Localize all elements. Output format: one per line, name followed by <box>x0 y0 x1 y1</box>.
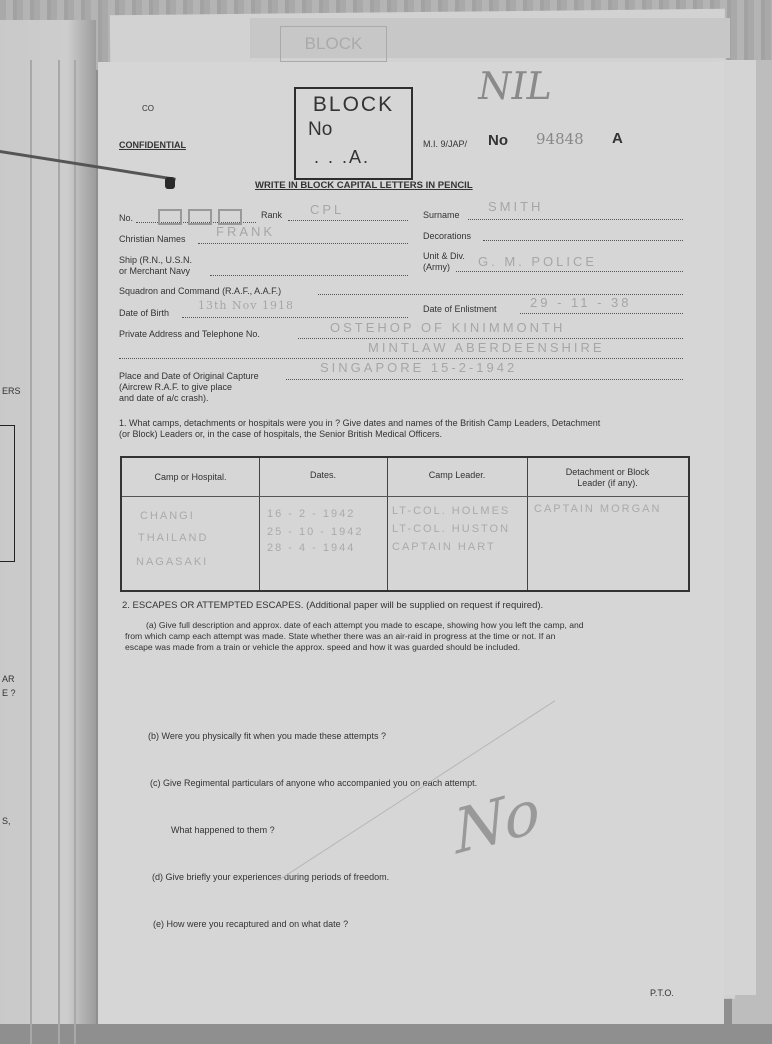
left-page-fragment: ERS <box>2 386 21 396</box>
capture-label: Place and Date of Original Capture <box>119 371 259 381</box>
capture-label-2: (Aircrew R.A.F. to give place <box>119 382 233 392</box>
no-label: No. <box>119 213 134 223</box>
table-header-detachment-2: Leader (if any). <box>577 478 638 488</box>
table-cell-date: 28 - 4 - 1944 <box>267 542 356 554</box>
unit-label: Unit & Div. <box>423 251 465 261</box>
string-knot <box>165 177 175 189</box>
camps-table <box>120 456 690 592</box>
surname-label: Surname <box>423 210 460 220</box>
table-cell-leader: LT-COL. HUSTON <box>392 523 511 535</box>
handwritten-number <box>188 209 212 225</box>
left-page-fragment: S, <box>2 816 11 826</box>
ship-label-2: or Merchant Navy <box>119 266 191 276</box>
handwritten-no: No <box>451 773 544 871</box>
handwritten-number <box>218 209 242 225</box>
instruction-heading: WRITE IN BLOCK CAPITAL LETTERS IN PENCIL <box>255 180 473 191</box>
rank-value: CPL <box>310 202 345 217</box>
question-1-text: 1. What camps, detachments or hospitals were you in ? Give dates and names of the British Camp Leaders, Detachment <box>119 418 601 428</box>
capture-value: SINGAPORE 15-2-1942 <box>320 360 518 375</box>
form-suffix: A <box>612 130 623 147</box>
left-page-fragment: E ? <box>2 688 16 698</box>
question-2c-followup: What happened to them ? <box>171 825 275 835</box>
address-value-2: MINTLAW ABERDEENSHIRE <box>368 340 605 355</box>
table-header-leader: Camp Leader. <box>428 470 486 480</box>
question-2a-text-2: from which camp each attempt was made. State whether there was an air-raid in progress at the time or not. If an <box>125 631 556 641</box>
unit-line <box>456 271 683 272</box>
block-no-label: No <box>308 119 333 140</box>
unit-value: G. M. POLICE <box>478 254 598 269</box>
address-line-1 <box>298 338 683 339</box>
address-value-1: OSTEHOP OF KINIMMONTH <box>330 320 566 335</box>
address-line-2 <box>119 358 683 359</box>
decorations-label: Decorations <box>423 231 472 241</box>
decorations-line <box>483 240 683 241</box>
block-value: . . .A. <box>314 147 371 167</box>
block-title: BLOCK <box>312 93 395 116</box>
christian-names-label: Christian Names <box>119 234 186 244</box>
dob-line <box>182 317 408 318</box>
question-2d-text: (d) Give briefly your experiences during periods of freedom. <box>152 872 390 882</box>
table-cell-camp: THAILAND <box>138 532 209 544</box>
table-cell-camp: CHANGI <box>140 510 195 522</box>
dob-label: Date of Birth <box>119 308 170 318</box>
rank-label: Rank <box>261 210 283 220</box>
table-cell-leader: LT-COL. HOLMES <box>392 505 511 517</box>
table-cell-date: 25 - 10 - 1942 <box>267 526 364 538</box>
enlistment-label: Date of Enlistment <box>423 304 497 314</box>
ship-line <box>210 275 408 276</box>
table-cell-leader: CAPTAIN HART <box>392 541 496 553</box>
squadron-label: Squadron and Command (R.A.F., A.A.F.) <box>119 286 282 296</box>
table-cell-date: 16 - 2 - 1942 <box>267 508 356 520</box>
block-stamp <box>294 87 413 180</box>
enlistment-value: 29 - 11 - 38 <box>530 295 632 310</box>
back-block-stamp: BLOCK <box>280 26 387 62</box>
question-2b-text: (b) Were you physically fit when you made these attempts ? <box>148 731 386 741</box>
pto-label: P.T.O. <box>650 988 674 998</box>
address-label: Private Address and Telephone No. <box>119 329 260 339</box>
mi-reference: M.I. 9/JAP/ <box>423 139 468 149</box>
question-2a-text: (a) Give full description and approx. date of each attempt you made to escape, showing how you left the camp, and <box>146 620 584 630</box>
page-edge <box>74 60 76 1044</box>
question-2c-text: (c) Give Regimental particulars of anyone who accompanied you on each attempt. <box>150 778 478 788</box>
question-2a-text-3: escape was made from a train or vehicle the approx. speed and how it was guarded should be included. <box>125 642 521 652</box>
number-label: No <box>488 132 508 149</box>
table-header-detachment: Detachment or Block <box>565 467 650 477</box>
form-number: 94848 <box>536 130 584 148</box>
page-edge <box>58 60 60 1044</box>
table-cell-detachment: CAPTAIN MORGAN <box>534 503 662 515</box>
co-mark: CO <box>142 104 154 113</box>
confidential-label: CONFIDENTIAL <box>119 140 186 150</box>
question-1-text-2: (or Block) Leaders or, in the case of hospitals, the Senior British Medical Officers. <box>119 429 442 439</box>
christian-names-line <box>198 243 408 244</box>
dob-value: 13th Nov 1918 <box>198 299 294 312</box>
ship-label: Ship (R.N., U.S.N. <box>119 255 193 265</box>
surname-value: SMITH <box>488 199 544 214</box>
table-header-divider <box>122 496 688 497</box>
handwritten-nil: NIL <box>474 64 556 108</box>
rank-field-line <box>288 220 408 221</box>
page-edge <box>30 60 32 1044</box>
table-cell-camp: NAGASAKI <box>136 556 209 568</box>
pow-questionnaire-form <box>98 62 724 1024</box>
capture-label-3: and date of a/c crash). <box>119 393 209 403</box>
surname-field-line <box>468 219 683 220</box>
question-2e-text: (e) How were you recaptured and on what date ? <box>153 919 349 929</box>
christian-names-value: FRANK <box>216 224 276 239</box>
left-page-fragment: AR <box>2 674 15 684</box>
enlistment-line <box>520 313 683 314</box>
question-2-title: 2. ESCAPES OR ATTEMPTED ESCAPES. (Additional paper will be supplied on request if required). <box>122 600 544 611</box>
table-header-camp: Camp or Hospital. <box>154 472 227 482</box>
handwritten-number <box>158 209 182 225</box>
capture-line <box>286 379 683 380</box>
unit-label-2: (Army) <box>423 262 450 272</box>
left-page-box <box>0 425 15 562</box>
table-header-dates: Dates. <box>309 470 336 480</box>
